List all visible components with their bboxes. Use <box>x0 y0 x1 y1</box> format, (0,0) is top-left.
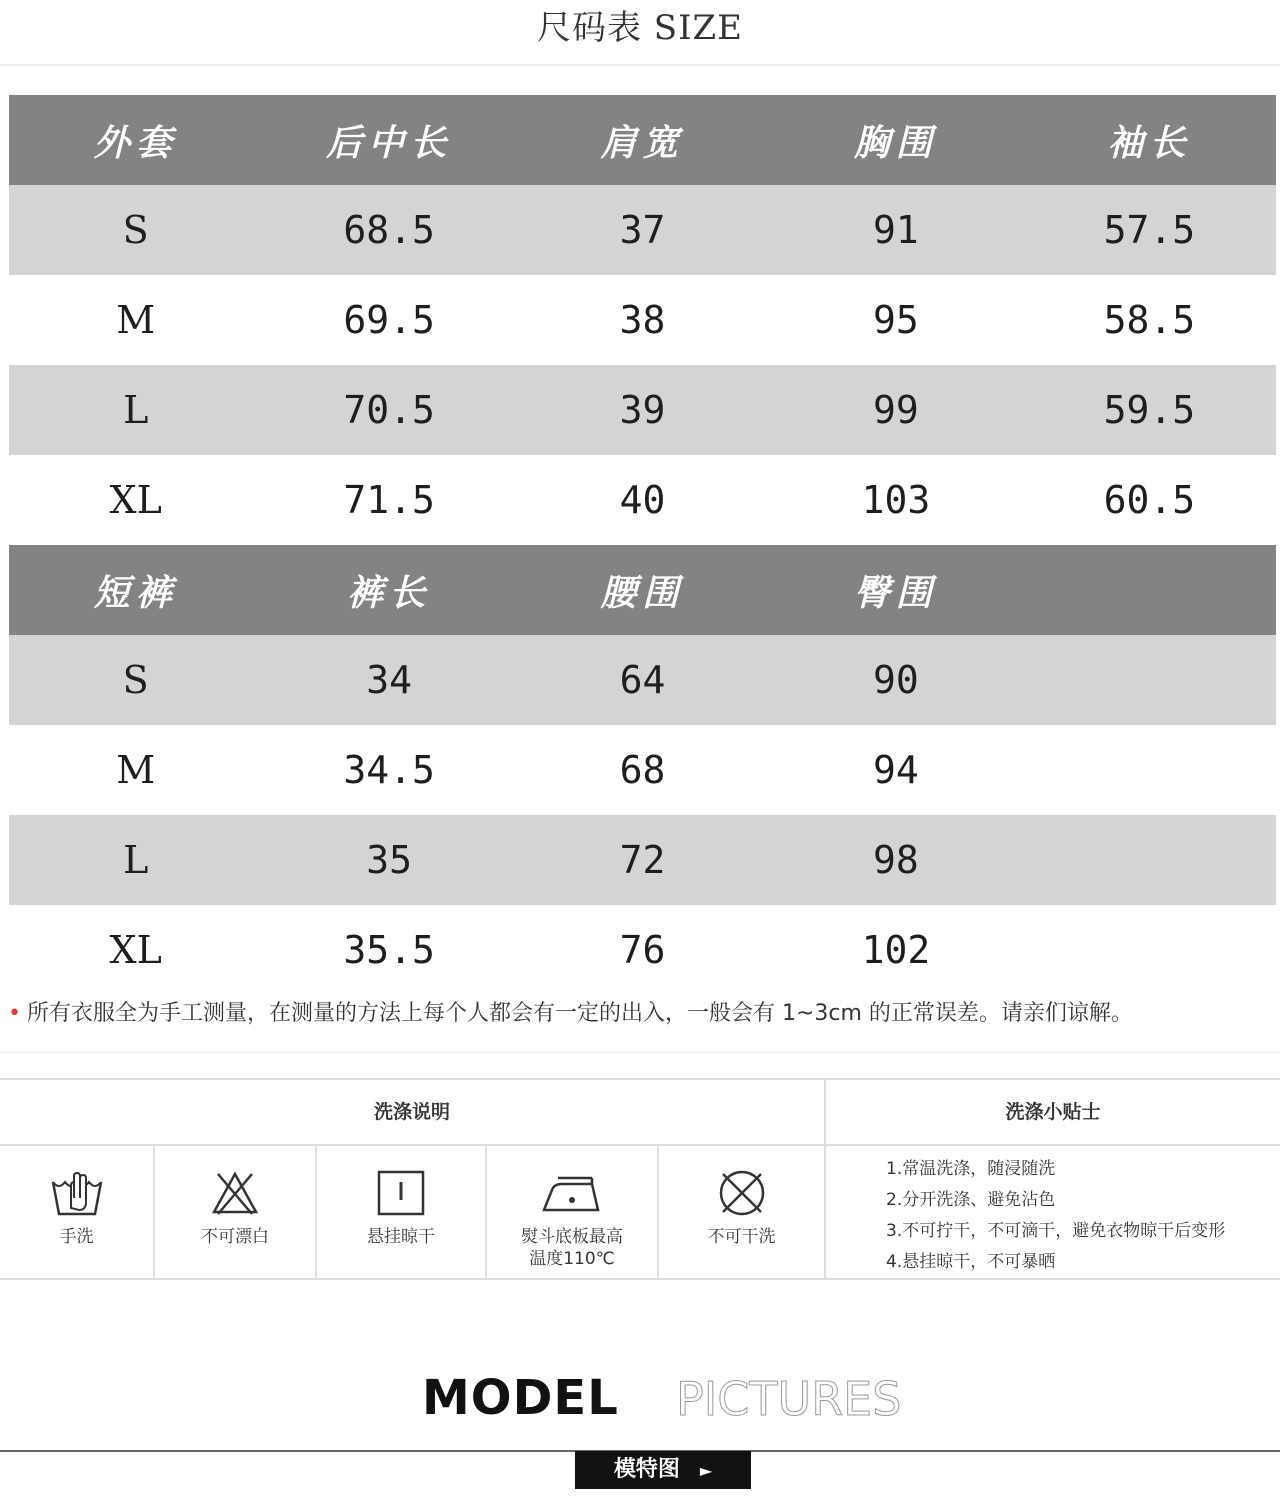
value-cell: 72 <box>619 838 666 882</box>
value-cell: 37 <box>619 208 666 252</box>
size-cell: L <box>123 388 149 432</box>
shorts-header-cell: 短裤 <box>93 571 178 614</box>
value-cell: 90 <box>873 658 919 702</box>
size-cell: XL <box>109 478 162 522</box>
care-label <box>521 1226 623 1270</box>
value-cell: 68.5 <box>343 208 435 252</box>
table-row <box>9 365 1276 455</box>
wash-tips <box>826 1080 1280 1278</box>
shorts-header-cell: 臀围 <box>853 571 938 614</box>
wash-instructions <box>0 1080 826 1278</box>
no-bleach-icon <box>210 1168 260 1218</box>
care-icon-row <box>0 1146 824 1278</box>
care-item-hand-wash <box>0 1146 155 1278</box>
jacket-header-cell: 肩宽 <box>600 121 685 164</box>
value-cell: 91 <box>873 208 919 252</box>
value-cell: 76 <box>619 928 666 972</box>
shorts-header-row <box>9 545 1276 635</box>
care-label: 不可干洗 <box>707 1227 776 1247</box>
table-row <box>9 275 1276 365</box>
value-cell: 34 <box>366 658 412 702</box>
table-row <box>9 455 1276 545</box>
page-title: 尺码表 SIZE <box>537 8 743 48</box>
model-pictures-heading <box>0 1370 1280 1440</box>
value-cell: 99 <box>873 388 919 432</box>
value-cell: 95 <box>873 298 919 342</box>
jacket-header-cell: 胸围 <box>853 121 938 164</box>
shorts-header-cell: 腰围 <box>600 571 685 614</box>
size-cell: S <box>122 658 149 702</box>
value-cell: 38 <box>619 298 666 342</box>
table-row <box>9 185 1276 275</box>
wash-instructions-title: 洗涤说明 <box>0 1080 824 1146</box>
hand-wash-icon <box>49 1168 105 1218</box>
care-item-no-dry-clean <box>659 1146 824 1278</box>
value-cell: 34.5 <box>343 748 435 792</box>
size-cell: L <box>123 838 149 882</box>
jacket-header-cell: 外套 <box>93 121 178 164</box>
value-cell: 35.5 <box>343 928 435 972</box>
hang-dry-icon <box>375 1168 427 1218</box>
value-cell: 58.5 <box>1103 298 1196 342</box>
list-item: 4.悬挂晾干，不可暴晒 <box>886 1252 1056 1272</box>
iron-icon <box>540 1168 604 1218</box>
size-cell: M <box>116 748 156 792</box>
table-row <box>9 815 1276 905</box>
care-item-hang-dry <box>317 1146 487 1278</box>
wash-tips-title: 洗涤小贴士 <box>826 1080 1280 1146</box>
value-cell: 98 <box>873 838 919 882</box>
value-cell: 68 <box>619 748 666 792</box>
value-cell: 102 <box>861 928 931 972</box>
care-label: 不可漂白 <box>201 1227 269 1247</box>
bullet-icon: • <box>8 1001 21 1026</box>
jacket-header-row <box>9 95 1276 185</box>
list-item: 1.常温洗涤，随浸随洗 <box>886 1159 1056 1179</box>
pictures-word: PICTURES <box>676 1372 902 1426</box>
note-text: 所有衣服全为手工测量，在测量的方法上每个人都会有一定的出入，一般会有 1~3cm 的正常误差。请亲们谅解。 <box>26 1001 1133 1026</box>
play-arrow-icon: ► <box>699 1461 713 1480</box>
value-cell: 103 <box>861 478 931 522</box>
measurement-note <box>8 996 1280 1032</box>
table-row <box>9 905 1276 995</box>
value-cell: 94 <box>873 748 919 792</box>
model-pictures-button[interactable] <box>575 1451 751 1489</box>
value-cell: 57.5 <box>1103 208 1196 252</box>
size-cell: S <box>122 208 149 252</box>
title-divider <box>0 64 1280 66</box>
value-cell: 60.5 <box>1103 478 1196 522</box>
table-row <box>9 725 1276 815</box>
care-item-iron <box>487 1146 659 1278</box>
care-item-no-bleach <box>155 1146 317 1278</box>
list-item: 2.分开洗涤、避免沾色 <box>886 1190 1056 1210</box>
care-label: 手洗 <box>59 1227 94 1247</box>
jacket-header-cell: 袖长 <box>1107 121 1192 164</box>
section-divider <box>0 1052 1280 1053</box>
list-item: 3.不可拧干，不可滴干，避免衣物晾干后变形 <box>886 1221 1226 1241</box>
care-label-line: 温度110℃ <box>529 1249 615 1269</box>
value-cell: 40 <box>619 478 666 522</box>
value-cell: 59.5 <box>1103 388 1196 432</box>
value-cell: 64 <box>619 658 666 702</box>
value-cell: 39 <box>619 388 666 432</box>
no-dry-clean-icon <box>715 1168 769 1218</box>
model-button-label: 模特图 <box>613 1457 680 1482</box>
size-cell: XL <box>109 928 162 972</box>
size-table <box>9 95 1276 995</box>
value-cell: 69.5 <box>343 298 435 342</box>
jacket-header-cell: 后中长 <box>326 121 453 164</box>
table-row <box>9 635 1276 725</box>
model-word: MODEL <box>422 1370 619 1426</box>
value-cell: 35 <box>366 838 412 882</box>
size-cell: M <box>116 298 156 342</box>
value-cell: 71.5 <box>343 478 435 522</box>
tips-list <box>826 1146 1280 1278</box>
care-section <box>0 1078 1280 1280</box>
care-label: 悬挂晾干 <box>367 1227 435 1247</box>
care-label-line: 熨斗底板最高 <box>521 1227 623 1247</box>
shorts-header-cell: 裤长 <box>347 571 432 614</box>
value-cell: 70.5 <box>343 388 435 432</box>
